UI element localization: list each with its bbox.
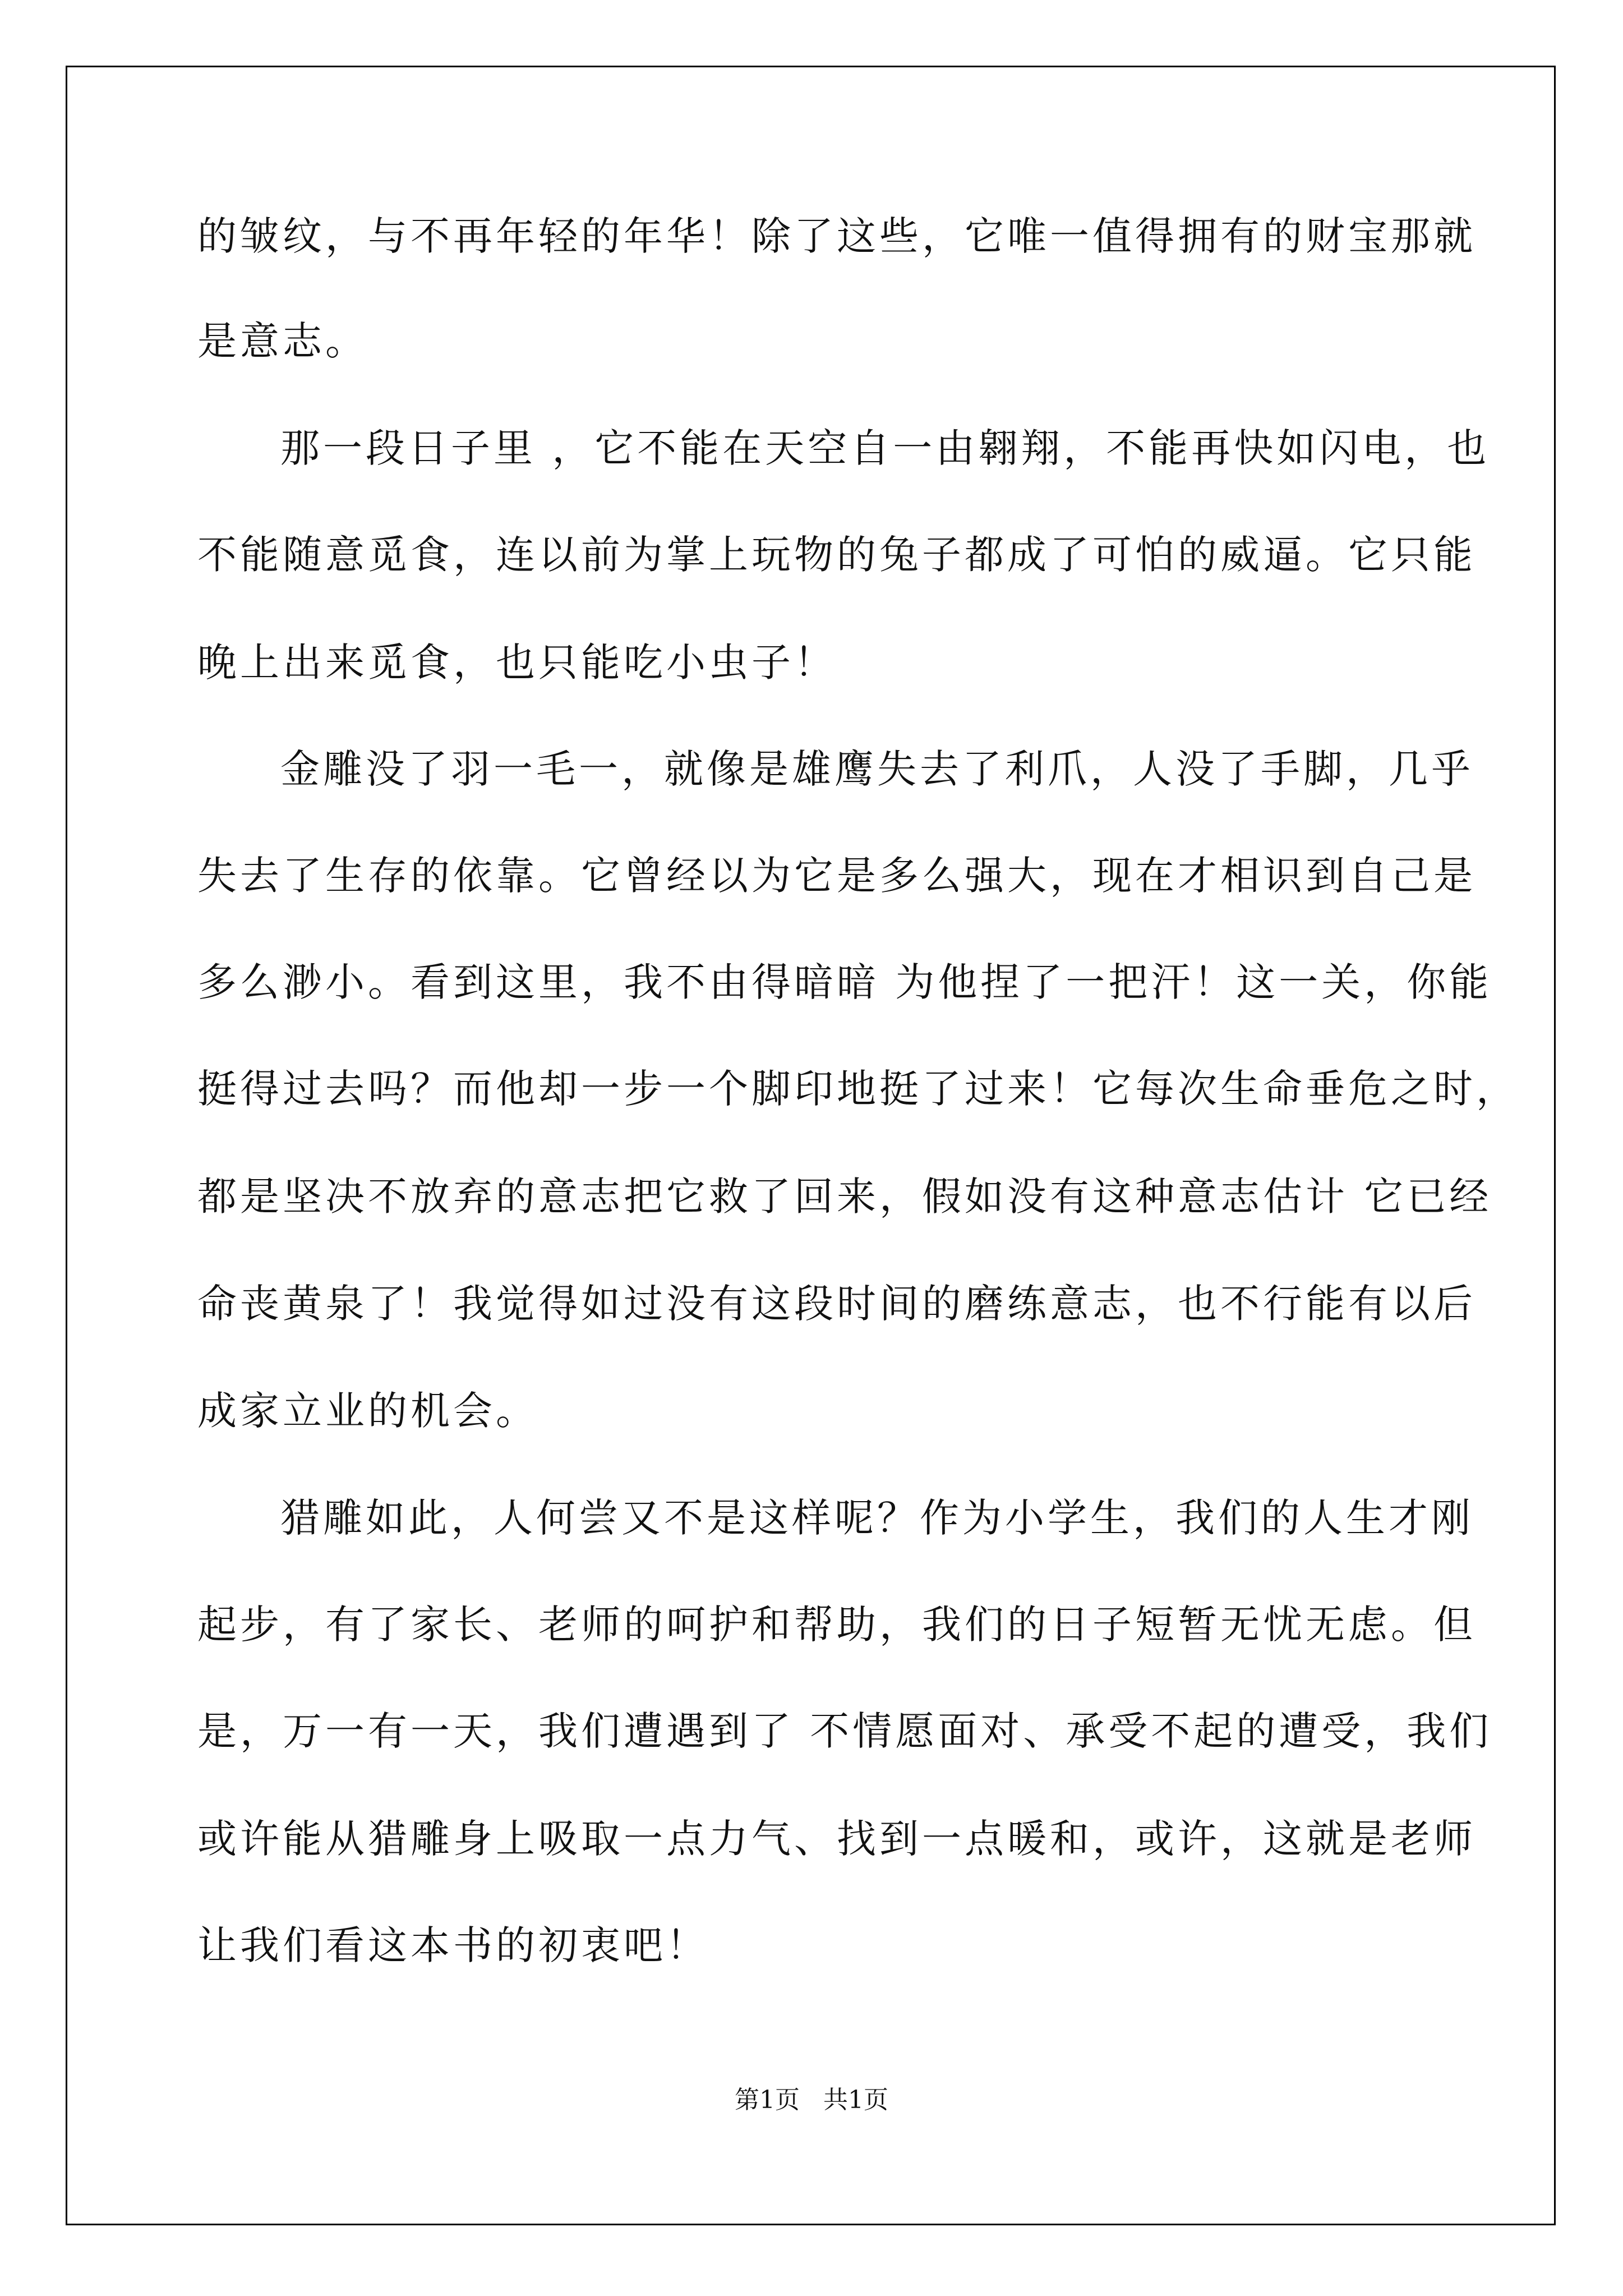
text-line: 是意志。 <box>197 318 368 364</box>
paragraph-start-line: 金雕没了羽一毛一，就像是雄鹰失去了利爪，人没了手脚，几乎 <box>280 746 1474 792</box>
text-line: 挺得过去吗？而他却一步一个脚印地挺了过来！它每次生命垂危之时， <box>197 1066 1519 1112</box>
text-line: 的皱纹，与不再年轻的年华！除了这些，它唯一值得拥有的财宝那就 <box>197 213 1476 259</box>
paragraph-start-line: 那一段日子里 ，它不能在天空自一由翱翔，不能再快如闪电，也 <box>280 425 1490 471</box>
text-line: 让我们看这本书的初衷吧！ <box>197 1922 709 1968</box>
text-line: 晚上出来觅食，也只能吃小虫子！ <box>197 639 837 685</box>
text-line: 起步，有了家长、老师的呵护和帮助，我们的日子短暂无忧无虑。但 <box>197 1602 1476 1648</box>
text-line: 不能随意觅食，连以前为掌上玩物的兔子都成了可怕的威逼。它只能 <box>197 532 1476 578</box>
text-line: 成家立业的机会。 <box>197 1388 538 1434</box>
page-number-footer: 第1页 共1页 <box>735 2086 888 2114</box>
text-line: 都是坚决不放弃的意志把它救了回来，假如没有这种意志估计 它已经 <box>197 1174 1492 1220</box>
text-line: 或许能从猎雕身上吸取一点力气、找到一点暖和，或许，这就是老师 <box>197 1816 1476 1862</box>
text-line: 失去了生存的依靠。它曾经以为它是多么强大，现在才相识到自己是 <box>197 853 1476 899</box>
paragraph-start-line: 猎雕如此，人何尝又不是这样呢？作为小学生，我们的人生才刚 <box>280 1495 1474 1541</box>
text-line: 命丧黄泉了！我觉得如过没有这段时间的磨练意志，也不行能有以后 <box>197 1281 1476 1327</box>
page-border <box>66 66 1556 2225</box>
text-line: 多么渺小。看到这里，我不由得暗暗 为他捏了一把汗！这一关，你能 <box>197 959 1492 1005</box>
text-line: 是，万一有一天，我们遭遇到了 不情愿面对、承受不起的遭受，我们 <box>197 1708 1492 1754</box>
